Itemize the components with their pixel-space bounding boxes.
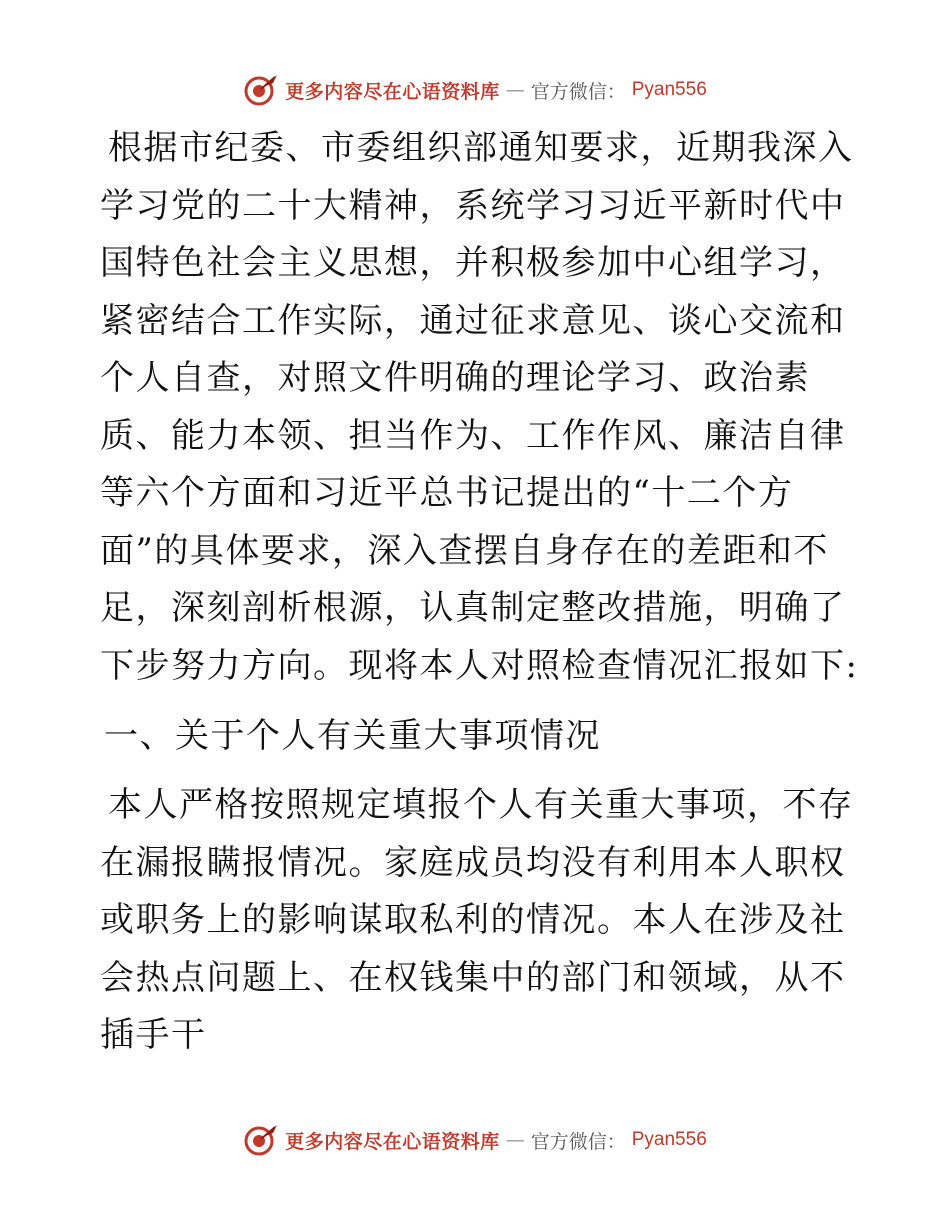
section-heading-1: 一、关于个人有关重大事项情况 xyxy=(104,716,601,756)
banner-official-label: 官方微信： xyxy=(530,80,626,103)
banner-separator: — xyxy=(505,79,525,101)
document-body xyxy=(100,120,860,1065)
header-watermark-banner xyxy=(0,70,950,110)
banner-main-text: 更多内容尽在心语资料库 xyxy=(285,80,500,103)
quill-seal-logo-icon xyxy=(243,1123,279,1157)
footer-watermark-banner xyxy=(0,1120,950,1160)
banner-main-text: 更多内容尽在心语资料库 xyxy=(285,1130,500,1153)
quill-seal-logo-icon xyxy=(243,73,279,107)
banner-official-label: 官方微信： xyxy=(530,1130,626,1153)
banner-separator: — xyxy=(505,1129,525,1151)
body-paragraph-1: 根据市纪委、市委组织部通知要求，近期我深入学习党的二十大精神，系统学习习近平新时代中国特色社会主义思想，并积极参加中心组学习，紧密结合工作实际，通过征求意见、谈心交流和个人自查，对照文件明确的理论学习、政治素质、能力本领、担当作为、工作作风、廉洁自律等六个方面和习近平总书记提出的“十二个方面”的具体要求，深入查摆自身存在的差距和不足，深刻剖析根源，认真制定整改措施，明确了下步努力方向。现将本人对照检查情况汇报如下: xyxy=(100,128,859,686)
banner-wechat-id: Pyan556 xyxy=(631,79,707,100)
banner-wechat-id: Pyan556 xyxy=(631,1129,707,1150)
body-paragraph-2: 本人严格按照规定填报个人有关重大事项，不存在漏报瞒报情况。家庭成员均没有利用本人职权或职务上的影响谋取私利的情况。本人在涉及社会热点问题上、在权钱集中的部门和领域，从不插手干 xyxy=(100,785,854,1055)
